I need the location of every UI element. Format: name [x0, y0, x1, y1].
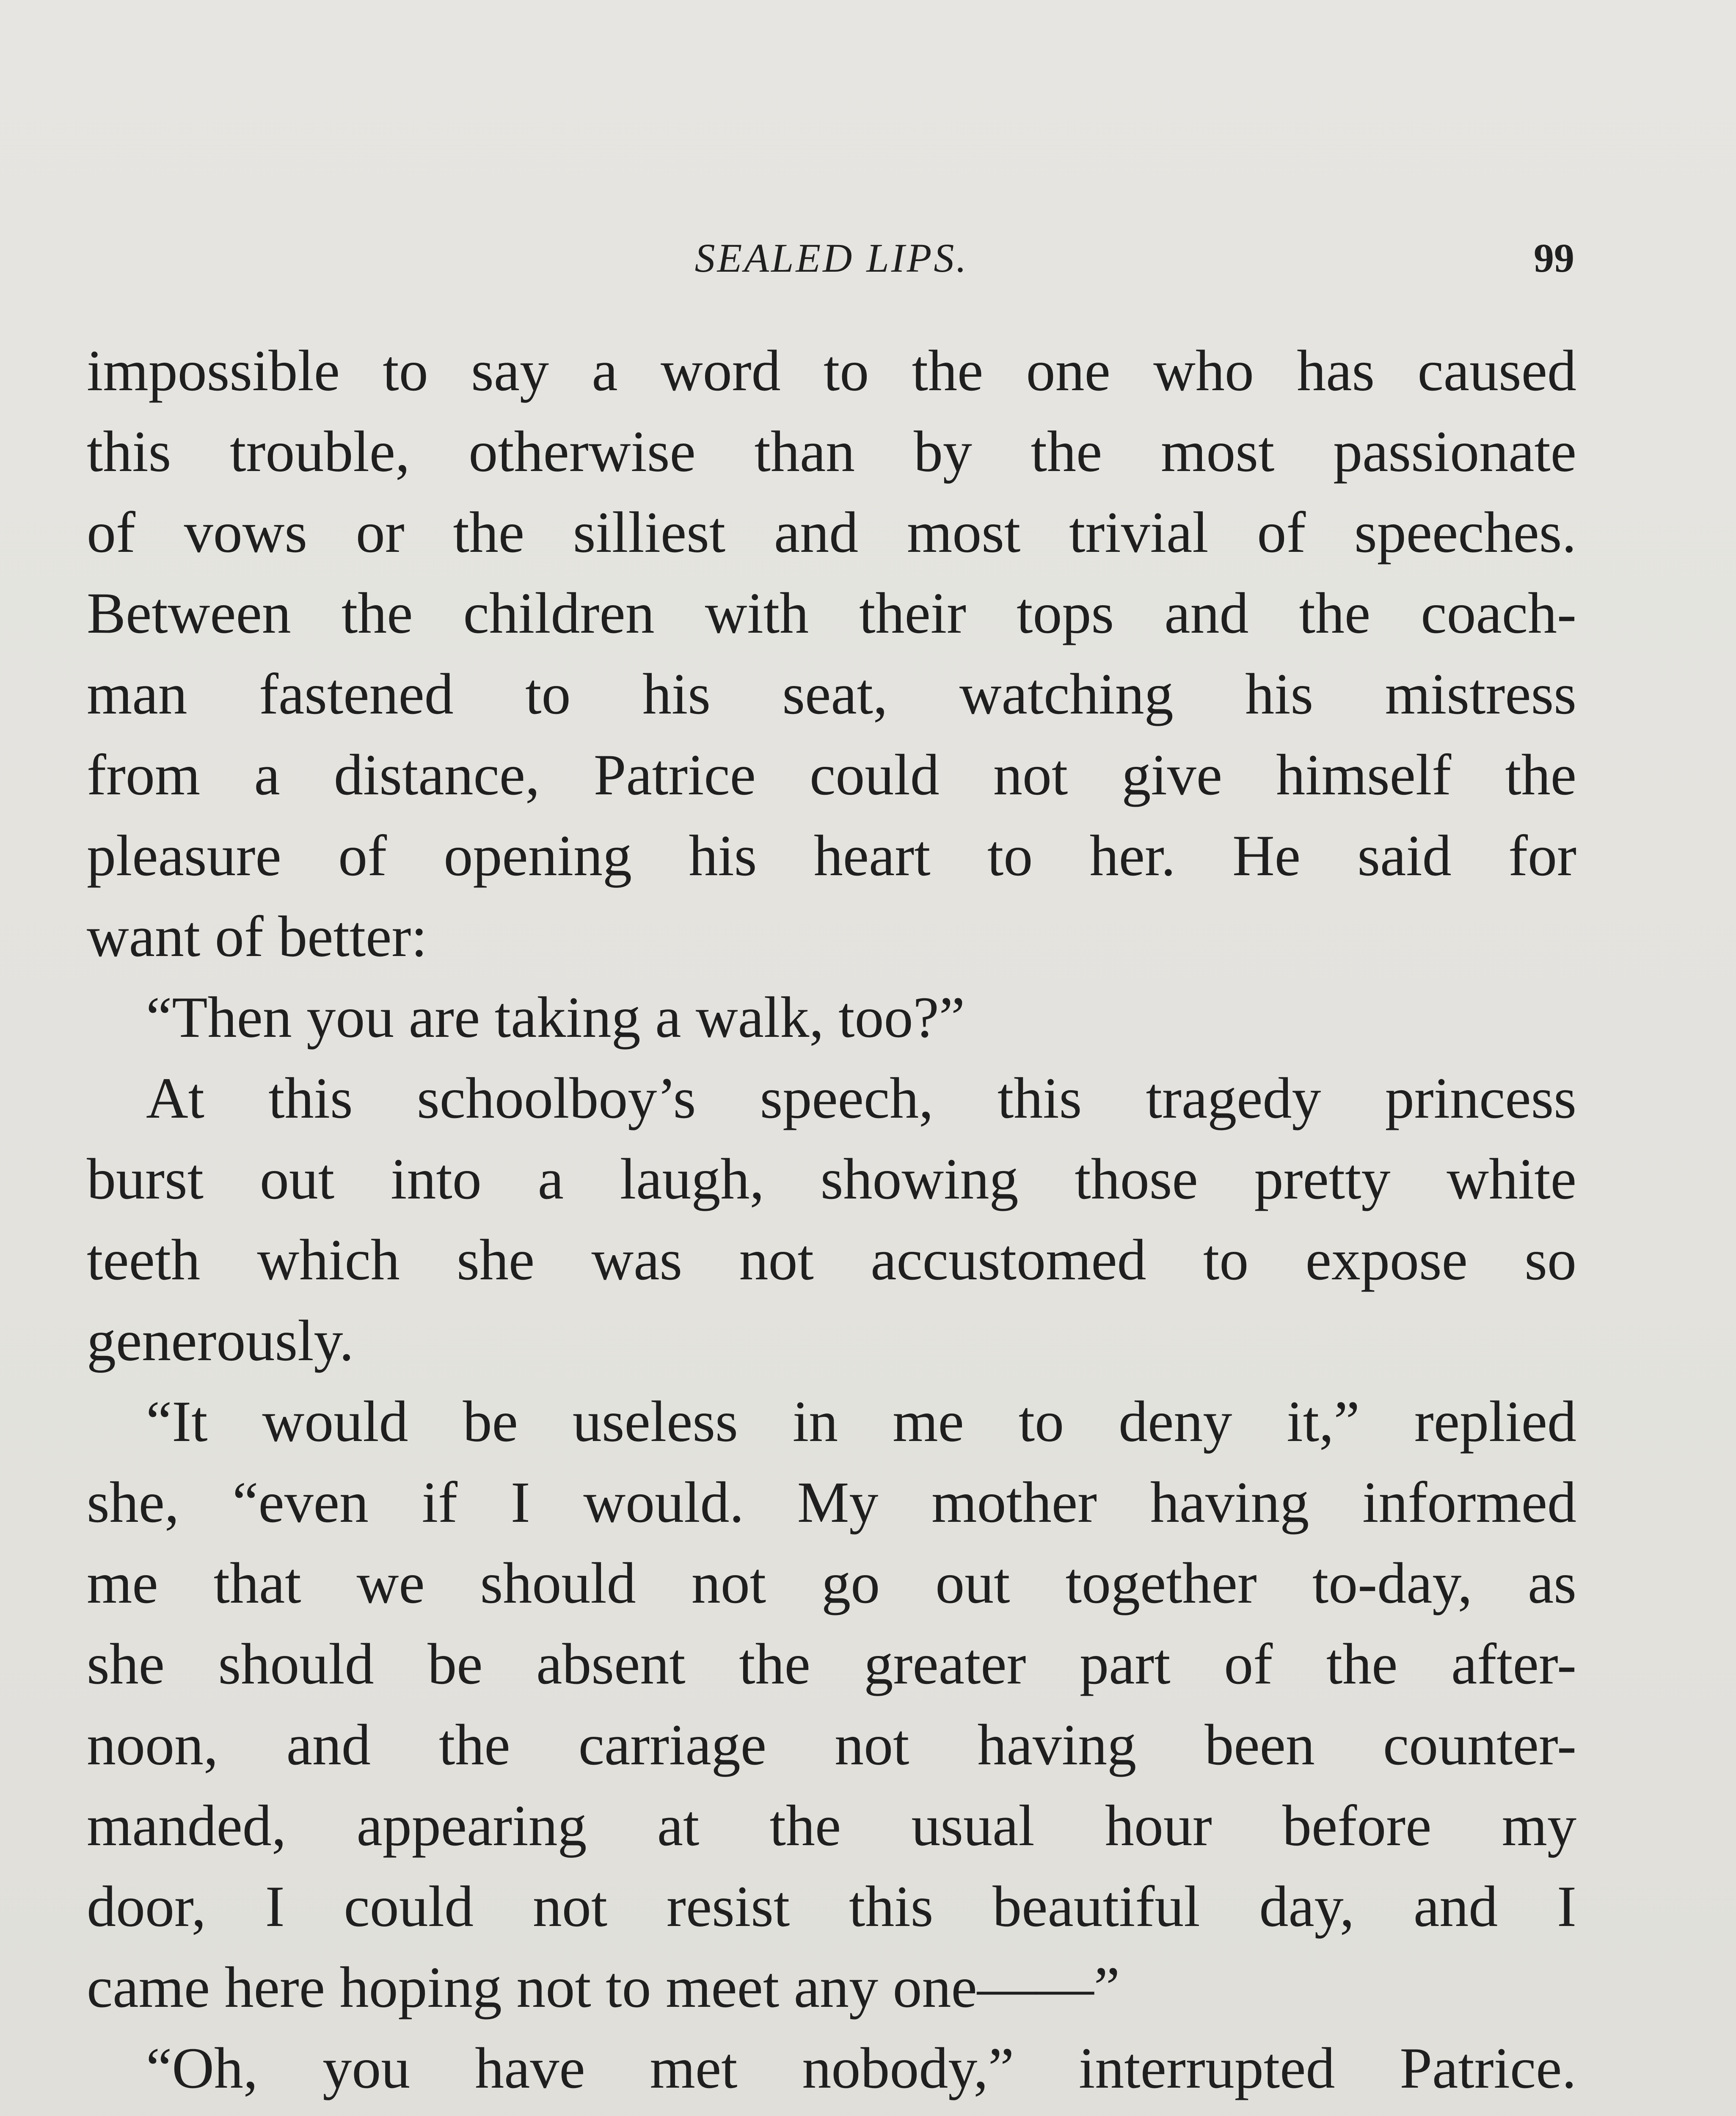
text-line: from a distance, Patrice could not give himself the [87, 742, 1576, 807]
page-number: 99 [1534, 235, 1574, 281]
text-line: this trouble, otherwise than by the most passionate [87, 419, 1576, 484]
text-line: pleasure of opening his heart to her. He said for [87, 823, 1576, 888]
text-line: “Then you are taking a walk, too?” [146, 985, 965, 1050]
text-line [87, 2108, 1576, 2116]
text-line: man fastened to his seat, watching his mistress [87, 661, 1576, 726]
text-line: At this schoolboy’s speech, this tragedy princess [146, 1066, 1576, 1130]
text-line: generously. [87, 1308, 354, 1373]
text-line: she, “even if I would. My mother having informed [87, 1470, 1576, 1535]
text-line: burst out into a laugh, showing those pretty white [87, 1146, 1576, 1211]
text-line: Between the children with their tops and the coach- [87, 581, 1576, 645]
text-line: came here hoping not to meet any one——” [87, 1955, 1120, 2020]
text-line: she should be absent the greater part of the after- [87, 1631, 1576, 1696]
text-line: door, I could not resist this beautiful day, and I [87, 1874, 1576, 1939]
running-head [89, 229, 1574, 288]
text-line: of vows or the silliest and most trivial of speeches. [87, 500, 1576, 565]
text-line: manded, appearing at the usual hour before my [87, 1793, 1576, 1858]
text-line: want of better: [87, 904, 427, 969]
text-line: teeth which she was not accustomed to expose so [87, 1227, 1576, 1292]
text-line: “Oh, you have met nobody,” interrupted Patrice. [146, 2036, 1576, 2100]
text-line: “It would be useless in me to deny it,” replied [146, 1389, 1576, 1454]
body-text [87, 330, 1576, 2116]
text-line: noon, and the carriage not having been counter- [87, 1712, 1576, 1777]
running-title: SEALED LIPS. [694, 235, 969, 281]
text-line: impossible to say a word to the one who has caused [87, 338, 1576, 403]
text-line: me that we should not go out together to-day, as [87, 1551, 1576, 1615]
